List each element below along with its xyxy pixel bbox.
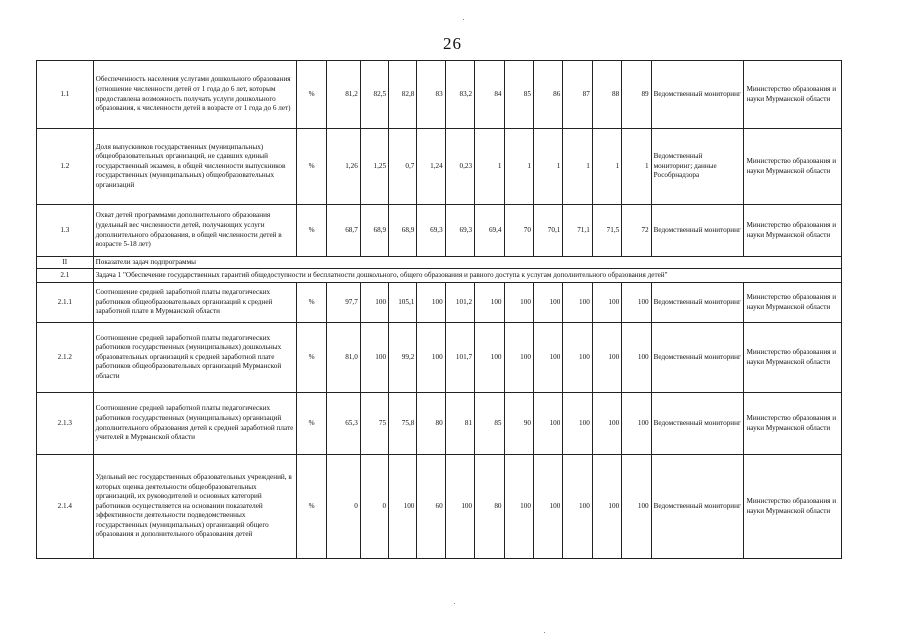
section-number: II — [37, 257, 94, 269]
value-cell: 80 — [475, 455, 504, 559]
value-cell: 100 — [504, 455, 533, 559]
responsible-cell: Министерство образования и науки Мурманской области — [744, 455, 842, 559]
value-cell: 0,7 — [389, 129, 417, 205]
value-cell: 89 — [622, 61, 651, 129]
table-row — [37, 283, 842, 323]
value-cell: 100 — [592, 393, 621, 455]
source-cell: Ведомственный мониторинг; данные Рособрнадзора — [651, 129, 744, 205]
scan-speck — [544, 632, 545, 633]
value-cell: 82,5 — [360, 61, 388, 129]
value-cell: 60 — [417, 455, 445, 559]
value-cell: 71,1 — [563, 205, 592, 257]
row-number: 1.1 — [37, 61, 94, 129]
value-cell: 100 — [533, 323, 562, 393]
value-cell: 100 — [592, 283, 621, 323]
value-cell: 101,2 — [445, 283, 474, 323]
value-cell: 82,8 — [389, 61, 417, 129]
value-cell: 88 — [592, 61, 621, 129]
value-cell: 0 — [326, 455, 360, 559]
unit-cell: % — [297, 455, 326, 559]
value-cell: 100 — [389, 455, 417, 559]
indicator-description: Соотношение средней заработной платы педагогических работников государственных (муниципальных) организаций дополнительного образования детей к средней заработной плате учителей в Мурманской области — [93, 393, 297, 455]
value-cell: 1 — [475, 129, 504, 205]
value-cell: 100 — [533, 393, 562, 455]
responsible-cell: Министерство образования и науки Мурманской области — [744, 61, 842, 129]
value-cell: 100 — [563, 323, 592, 393]
value-cell: 100 — [563, 283, 592, 323]
row-number: 2.1.4 — [37, 455, 94, 559]
value-cell: 87 — [563, 61, 592, 129]
source-cell: Ведомственный мониторинг — [651, 205, 744, 257]
source-cell: Ведомственный мониторинг — [651, 323, 744, 393]
value-cell: 85 — [475, 393, 504, 455]
table-row — [37, 393, 842, 455]
value-cell: 99,2 — [389, 323, 417, 393]
task-row — [37, 269, 842, 283]
value-cell: 100 — [504, 323, 533, 393]
row-number: 2.1.2 — [37, 323, 94, 393]
unit-cell: % — [297, 61, 326, 129]
value-cell: 100 — [563, 393, 592, 455]
value-cell: 100 — [475, 323, 504, 393]
table-row — [37, 129, 842, 205]
value-cell: 100 — [622, 323, 651, 393]
row-number: 1.3 — [37, 205, 94, 257]
value-cell: 83,2 — [445, 61, 474, 129]
value-cell: 69,4 — [475, 205, 504, 257]
table-row — [37, 455, 842, 559]
value-cell: 68,9 — [389, 205, 417, 257]
value-cell: 1,25 — [360, 129, 388, 205]
value-cell: 100 — [504, 283, 533, 323]
scan-speck — [454, 603, 455, 604]
responsible-cell: Министерство образования и науки Мурманской области — [744, 205, 842, 257]
value-cell: 1 — [563, 129, 592, 205]
value-cell: 1 — [504, 129, 533, 205]
unit-cell: % — [297, 323, 326, 393]
value-cell: 100 — [360, 283, 388, 323]
unit-cell: % — [297, 283, 326, 323]
source-cell: Ведомственный мониторинг — [651, 393, 744, 455]
indicator-description: Соотношение средней заработной платы педагогических работников государственных (муниципальных) дошкольных образовательных организаций к средней заработной плате работников общеобразовательных организаций Мурманской области — [93, 323, 297, 393]
indicator-description: Доля выпускников государственных (муниципальных) общеобразовательных организаций, не сдавших единый государственный экзамен, в общей численности выпускников государственных (муниципальных) общеобразовательных организаций — [93, 129, 297, 205]
value-cell: 1 — [622, 129, 651, 205]
row-number: 1.2 — [37, 129, 94, 205]
value-cell: 100 — [417, 283, 445, 323]
value-cell: 105,1 — [389, 283, 417, 323]
responsible-cell: Министерство образования и науки Мурманской области — [744, 393, 842, 455]
unit-cell: % — [297, 129, 326, 205]
source-cell: Ведомственный мониторинг — [651, 283, 744, 323]
value-cell: 81,0 — [326, 323, 360, 393]
value-cell: 90 — [504, 393, 533, 455]
value-cell: 70 — [504, 205, 533, 257]
indicator-description: Охват детей программами дополнительного образования (удельный вес численности детей, получающих услуги дополнительного образования, в общей численности детей в возрасте 5-18 лет) — [93, 205, 297, 257]
value-cell: 68,9 — [360, 205, 388, 257]
value-cell: 100 — [475, 283, 504, 323]
indicator-description: Соотношение средней заработной платы педагогических работников общеобразовательных организаций к средней заработной плате в Мурманской области — [93, 283, 297, 323]
unit-cell: % — [297, 393, 326, 455]
task-number: 2.1 — [37, 269, 94, 283]
task-title: Задача 1 "Обеспечение государственных гарантий общедоступности и бесплатности дошкольного, общего образования и равного доступа к услугам дополнительного образования детей" — [93, 269, 841, 283]
value-cell: 1 — [533, 129, 562, 205]
value-cell: 81 — [445, 393, 474, 455]
value-cell: 75 — [360, 393, 388, 455]
value-cell: 1,26 — [326, 129, 360, 205]
row-number: 2.1.1 — [37, 283, 94, 323]
value-cell: 100 — [622, 283, 651, 323]
value-cell: 68,7 — [326, 205, 360, 257]
indicator-description: Обеспеченность населения услугами дошкольного образования (отношение численности детей от 1 года до 6 лет, которым предоставлена возможность получать услуги дошкольного образования, к численности детей в возрасте от 1 года до 6 лет) — [93, 61, 297, 129]
value-cell: 85 — [504, 61, 533, 129]
value-cell: 70,1 — [533, 205, 562, 257]
value-cell: 100 — [533, 455, 562, 559]
value-cell: 1,24 — [417, 129, 445, 205]
responsible-cell: Министерство образования и науки Мурманской области — [744, 323, 842, 393]
value-cell: 81,2 — [326, 61, 360, 129]
value-cell: 75,8 — [389, 393, 417, 455]
value-cell: 100 — [360, 323, 388, 393]
section-title: Показатели задач подпрограммы — [93, 257, 841, 269]
value-cell: 86 — [533, 61, 562, 129]
value-cell: 71,5 — [592, 205, 621, 257]
unit-cell: % — [297, 205, 326, 257]
source-cell: Ведомственный мониторинг — [651, 61, 744, 129]
responsible-cell: Министерство образования и науки Мурманской области — [744, 283, 842, 323]
row-number: 2.1.3 — [37, 393, 94, 455]
value-cell: 72 — [622, 205, 651, 257]
value-cell: 69,3 — [417, 205, 445, 257]
value-cell: 100 — [563, 455, 592, 559]
scan-speck — [463, 19, 464, 20]
value-cell: 84 — [475, 61, 504, 129]
indicator-description: Удельный вес государственных образовательных учреждений, в которых оценка деятельности общеобразовательных организаций, их руководителей и основных категорий работников осуществляется на основании показателей эффективности деятельности подведомственных государственных (муниципальных) организаций общего образования и дополнительного образования детей — [93, 455, 297, 559]
value-cell: 100 — [445, 455, 474, 559]
value-cell: 0,23 — [445, 129, 474, 205]
source-cell: Ведомственный мониторинг — [651, 455, 744, 559]
value-cell: 1 — [592, 129, 621, 205]
value-cell: 101,7 — [445, 323, 474, 393]
table-row — [37, 61, 842, 129]
table-row — [37, 323, 842, 393]
value-cell: 83 — [417, 61, 445, 129]
value-cell: 80 — [417, 393, 445, 455]
value-cell: 100 — [622, 393, 651, 455]
value-cell: 69,3 — [445, 205, 474, 257]
value-cell: 0 — [360, 455, 388, 559]
value-cell: 100 — [533, 283, 562, 323]
value-cell: 97,7 — [326, 283, 360, 323]
value-cell: 100 — [417, 323, 445, 393]
section-row — [37, 257, 842, 269]
indicators-table — [36, 60, 842, 559]
page-number: 26 — [443, 34, 462, 53]
value-cell: 65,3 — [326, 393, 360, 455]
value-cell: 100 — [592, 455, 621, 559]
table-row — [37, 205, 842, 257]
responsible-cell: Министерство образования и науки Мурманской области — [744, 129, 842, 205]
value-cell: 100 — [592, 323, 621, 393]
value-cell: 100 — [622, 455, 651, 559]
